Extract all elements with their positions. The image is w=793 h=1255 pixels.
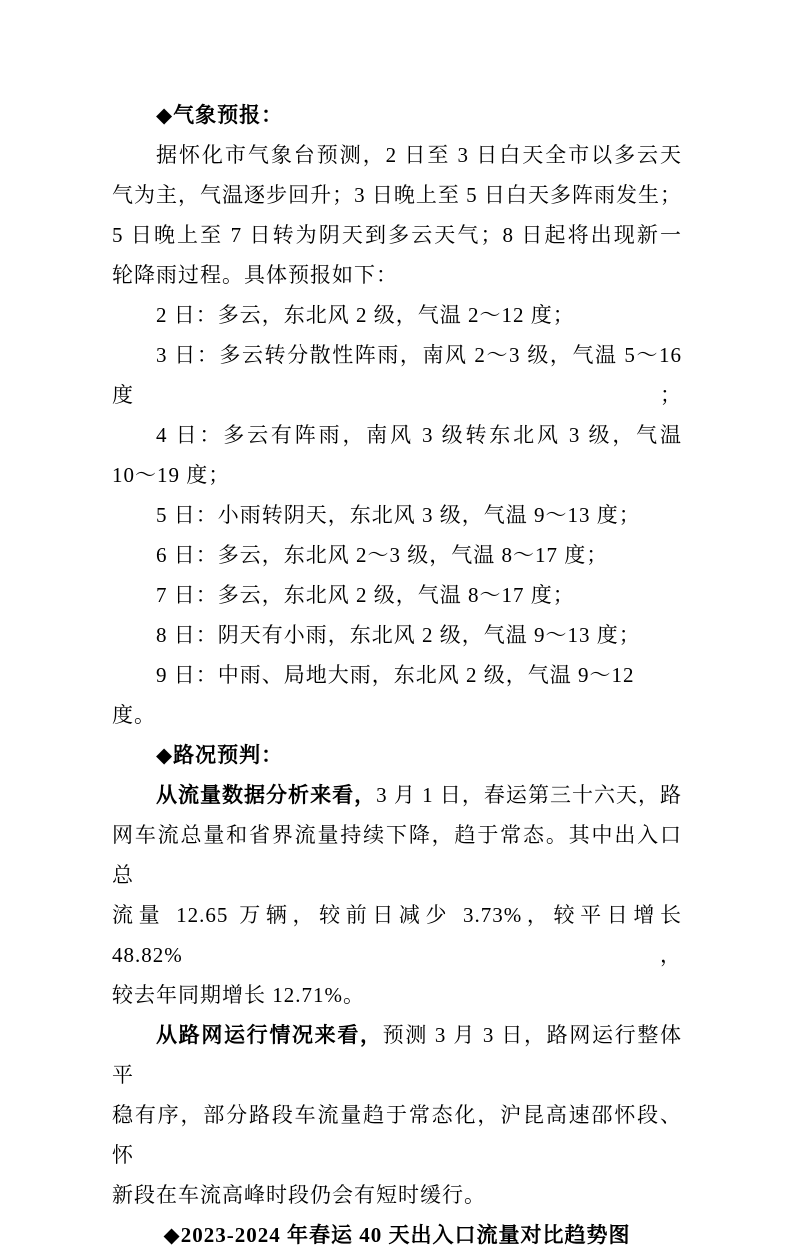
- traffic-para-text: 3 月 1 日，春运第三十六天，路: [376, 783, 683, 807]
- chart-title: ◆2023-2024 年春运 40 天出入口流量对比趋势图: [163, 1223, 631, 1247]
- forecast-day-4-line-1: 4 日：多云有阵雨，南风 3 级转东北风 3 级，气温: [156, 423, 682, 447]
- weather-intro-line-4: 轮降雨过程。具体预报如下：: [112, 263, 398, 287]
- network-para-text: 预测 3 月 3 日，路网运行整体平: [112, 1023, 683, 1087]
- document-body: [112, 95, 689, 1255]
- network-para-line-3: 新段在车流高峰时段仍会有短时缓行。: [112, 1183, 486, 1207]
- weather-intro-line-2: 气为主，气温逐步回升；3 日晚上至 5 日白天多阵雨发生；: [112, 183, 682, 207]
- forecast-day-6: 6 日：多云，东北风 2～3 级，气温 8～17 度；: [156, 543, 609, 567]
- network-para-lead: 从路网运行情况来看，: [156, 1023, 383, 1047]
- forecast-day-8: 8 日：阴天有小雨，东北风 2 级，气温 9～13 度；: [156, 623, 641, 647]
- forecast-day-5: 5 日：小雨转阴天，东北风 3 级，气温 9～13 度；: [156, 503, 641, 527]
- network-para-line-2: 稳有序，部分路段车流量趋于常态化，沪昆高速邵怀段、怀: [112, 1103, 682, 1167]
- weather-intro-line-3: 5 日晚上至 7 日转为阴天到多云天气；8 日起将出现新一: [112, 223, 682, 247]
- traffic-para-line-2: 网车流总量和省界流量持续下降，趋于常态。其中出入口总: [112, 823, 682, 887]
- forecast-day-2: 2 日：多云，东北风 2 级，气温 2～12 度；: [156, 303, 575, 327]
- forecast-day-3: 3 日：多云转分散性阵雨，南风 2～3 级，气温 5～16 度；: [112, 343, 689, 407]
- forecast-day-9: 9 日：中雨、局地大雨，东北风 2 级，气温 9～12 度。: [112, 663, 641, 727]
- traffic-para-line-1: [112, 775, 682, 815]
- traffic-para-lead: 从流量数据分析来看，: [156, 783, 377, 807]
- weather-intro-line-1: 据怀化市气象台预测，2 日至 3 日白天全市以多云天: [156, 143, 682, 167]
- road-section-heading: ◆路况预判：: [156, 743, 284, 767]
- network-para-line-1: [112, 1015, 682, 1095]
- forecast-day-7: 7 日：多云，东北风 2 级，气温 8～17 度；: [156, 583, 575, 607]
- traffic-para-line-3: 流量 12.65 万辆，较前日减少 3.73%，较平日增长 48.82%，: [112, 903, 689, 967]
- weather-section-heading: ◆气象预报：: [156, 103, 284, 127]
- forecast-day-4-line-2: 10～19 度；: [112, 463, 231, 487]
- traffic-para-line-4: 较去年同期增长 12.71%。: [112, 983, 365, 1007]
